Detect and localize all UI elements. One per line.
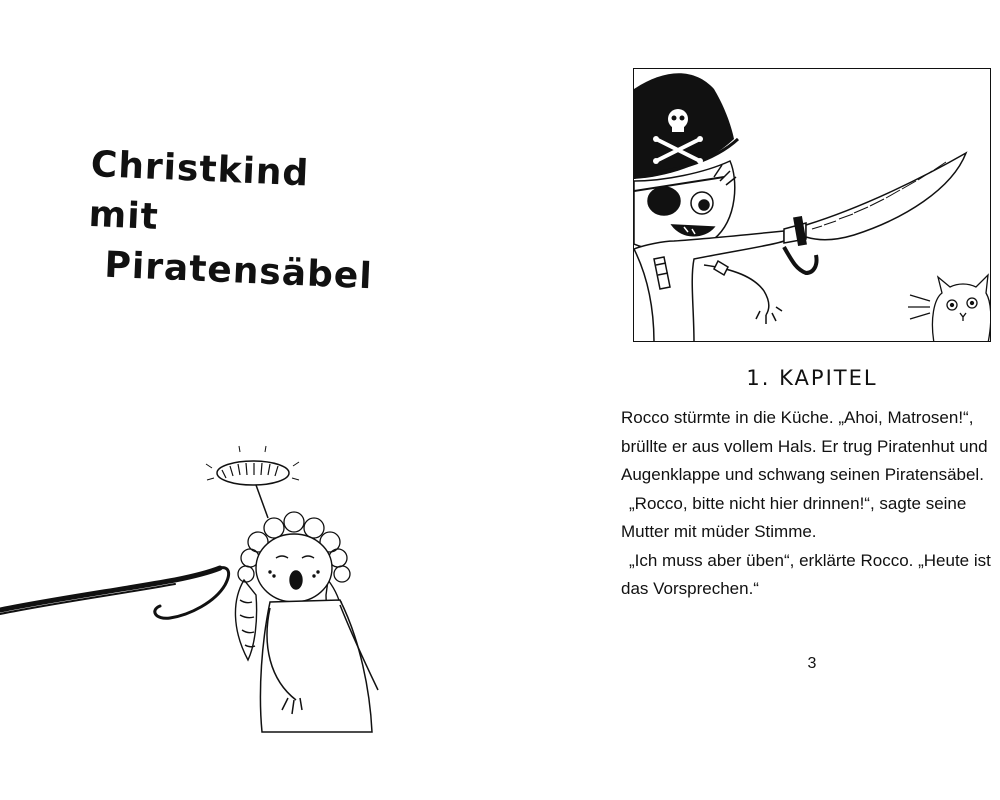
sabre-drawing — [784, 153, 966, 273]
chapter-title — [85, 140, 391, 303]
story-paragraph: „Rocco, bitte nicht hier drinnen!“, sagte seine Mutter mit müder Stimme. — [621, 493, 967, 541]
halo-drawing — [206, 446, 299, 518]
pirate-illustration-frame — [633, 68, 991, 342]
story-text — [621, 404, 999, 604]
angel-face-drawing — [256, 534, 332, 602]
angel-illustration — [0, 430, 400, 740]
staff-drawing — [0, 568, 229, 619]
story-paragraph: Rocco stürmte in die Küche. „Ahoi, Matrosen!“, brüllte er aus vollem Hals. Er trug Piratenhut und Augenklappe und schwang seinen Piratensäbel. — [621, 408, 988, 484]
cat-drawing — [908, 275, 991, 342]
pirate-arm-drawing — [634, 231, 784, 342]
chapter-heading: 1. KAPITEL — [746, 366, 878, 390]
pirate-illustration — [634, 69, 991, 342]
story-paragraph: „Ich muss aber üben“, erklärte Rocco. „Heute ist das Vorsprechen.“ — [621, 550, 991, 598]
chapter-title-line-2: Piratensäbel — [103, 244, 374, 298]
robe-drawing — [260, 600, 378, 732]
pirate-hat-drawing — [634, 73, 738, 179]
right-page — [500, 0, 1000, 800]
page-number: 3 — [807, 655, 817, 672]
chapter-title-line-1: Christkind mit — [87, 143, 311, 238]
